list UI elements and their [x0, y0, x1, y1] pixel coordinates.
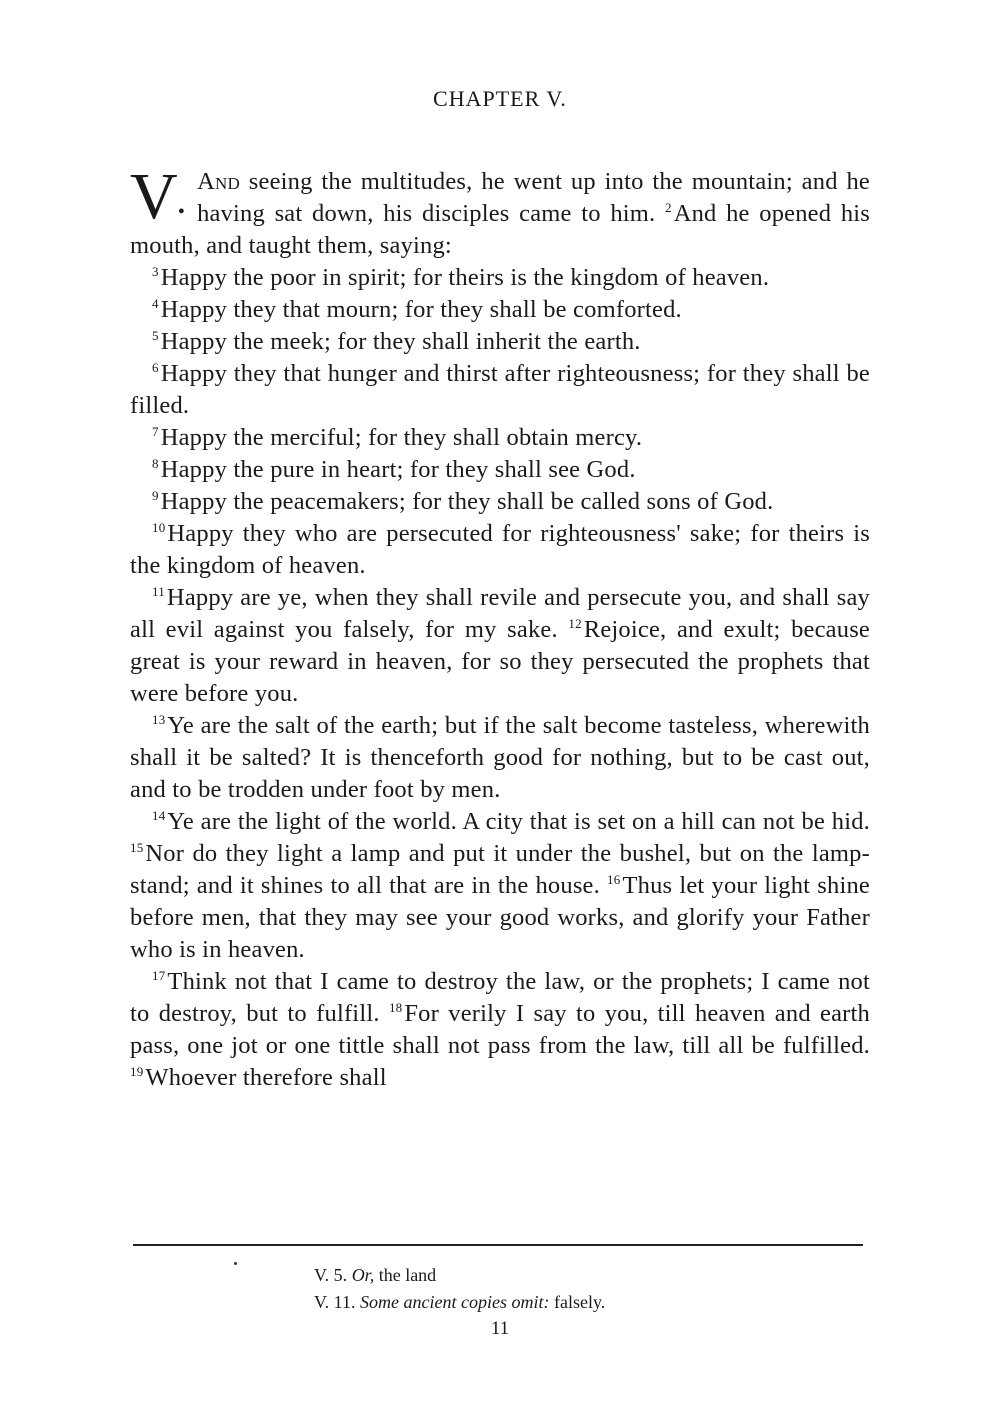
footnote-divider [133, 1244, 863, 1246]
drop-cap [130, 160, 186, 233]
verse-9-number: 9 [152, 488, 159, 503]
verse-12-text: Rejoice, and exult; because great is your reward in heaven, for so they persecuted the prophets that were before you. [130, 616, 871, 707]
chapter-title: CHAPTER V. [433, 86, 567, 111]
footnote-1-italic: Or, [351, 1265, 375, 1285]
verse-17-text: Think not that I came to destroy the law, or the prophets; I came not to destroy, but to fulfill. [130, 968, 870, 1027]
verse-13-text: Ye are the salt of the earth; but if the salt become tasteless, wherewith shall it be salted? It is thenceforth good for nothing, but to be cast out, and to be trodden under foot by men. [130, 712, 870, 803]
verse-10-number: 10 [152, 520, 166, 535]
verse-5-number: 5 [152, 328, 159, 343]
verse-19-number: 19 [130, 1064, 144, 1079]
verse-1-paragraph [130, 160, 871, 262]
verse-5-paragraph [130, 326, 870, 358]
verse-3-paragraph [130, 262, 870, 294]
verse-17-number: 17 [152, 968, 166, 983]
verse-3-text: Happy the poor in spirit; for theirs is the kingdom of heaven. [160, 264, 770, 291]
verse-14-paragraph [130, 806, 870, 966]
verse-4-number: 4 [152, 296, 159, 311]
verse-17-paragraph [130, 966, 870, 1094]
verse-4-paragraph [130, 294, 870, 326]
verse-6-paragraph [130, 358, 870, 422]
footnote-1-text: the land [378, 1265, 437, 1285]
verse-15-text: Nor do they light a lamp and put it under the bushel, but on the lamp-stand; and it shines to all that are in the house. [130, 840, 870, 899]
verse-1-lead: And [197, 168, 240, 195]
page-number: 11 [490, 1318, 510, 1339]
verse-18-number: 18 [388, 1000, 403, 1015]
verse-5-text: Happy the meek; for they shall inherit the earth. [160, 328, 641, 355]
verse-11-number: 11 [152, 584, 165, 599]
footnote-2-italic: Some ancient copies omit: [360, 1292, 550, 1312]
verse-6-number: 6 [152, 360, 159, 375]
verse-13-paragraph [130, 710, 870, 806]
verse-11-text: Happy are ye, when they shall revile and persecute you, and shall say all evil against you falsely, for my sake. [130, 584, 870, 643]
verse-16-text: Thus let your light shine before men, that they may see your good works, and glorify your Father who is in heaven. [130, 872, 870, 963]
verse-14-text: Ye are the light of the world. A city that is set on a hill can not be hid. [167, 808, 870, 835]
footnote-1-ref: V. 5. [314, 1265, 348, 1285]
verse-12-number: 12 [568, 616, 582, 631]
verse-8-paragraph [130, 454, 870, 486]
verse-9-paragraph [130, 486, 870, 518]
verse-6-text: Happy they that hunger and thirst after righteousness; for they shall be filled. [130, 360, 870, 419]
chapter-body [130, 160, 871, 1094]
verse-9-text: Happy the peacemakers; for they shall be called sons of God. [160, 488, 774, 515]
verse-3-number: 3 [152, 264, 159, 279]
footnotes [314, 1262, 605, 1316]
verse-14-number: 14 [152, 808, 166, 823]
verse-7-number: 7 [152, 424, 159, 439]
ink-speck [234, 1262, 237, 1265]
verse-19-text: Whoever therefore shall [145, 1064, 387, 1091]
verse-15-number: 15 [130, 840, 144, 855]
footnote-2 [314, 1289, 605, 1316]
footnote-2-ref: V. 11. [314, 1292, 356, 1312]
verse-4-text: Happy they that mourn; for they shall be comforted. [160, 296, 682, 323]
verse-10-text: Happy they who are persecuted for righteousness' sake; for theirs is the kingdom of heaven. [130, 520, 870, 579]
verse-7-paragraph [130, 422, 870, 454]
drop-cap-letter: V [130, 160, 178, 233]
drop-cap-dot: • [177, 201, 186, 223]
verse-18-text: For verily I say to you, till heaven and earth pass, one jot or one tittle shall not pass from the law, till all be fulfilled. [130, 1000, 870, 1059]
verse-2-text: And he opened his mouth, and taught them, saying: [130, 200, 871, 259]
verse-10-paragraph [130, 518, 870, 582]
verse-16-number: 16 [607, 872, 621, 887]
verse-11-paragraph [130, 582, 870, 710]
verse-8-text: Happy the pure in heart; for they shall see God. [160, 456, 636, 483]
verse-8-number: 8 [152, 456, 159, 471]
footnote-1 [314, 1262, 605, 1289]
verse-1-text: seeing the multitudes, he went up into the mountain; and he having sat down, his disciples came to him. [197, 168, 870, 227]
verse-7-text: Happy the merciful; for they shall obtain mercy. [160, 424, 643, 451]
verse-13-number: 13 [152, 712, 166, 727]
footnote-2-text: falsely. [553, 1292, 606, 1312]
verse-2-number: 2 [665, 200, 672, 215]
